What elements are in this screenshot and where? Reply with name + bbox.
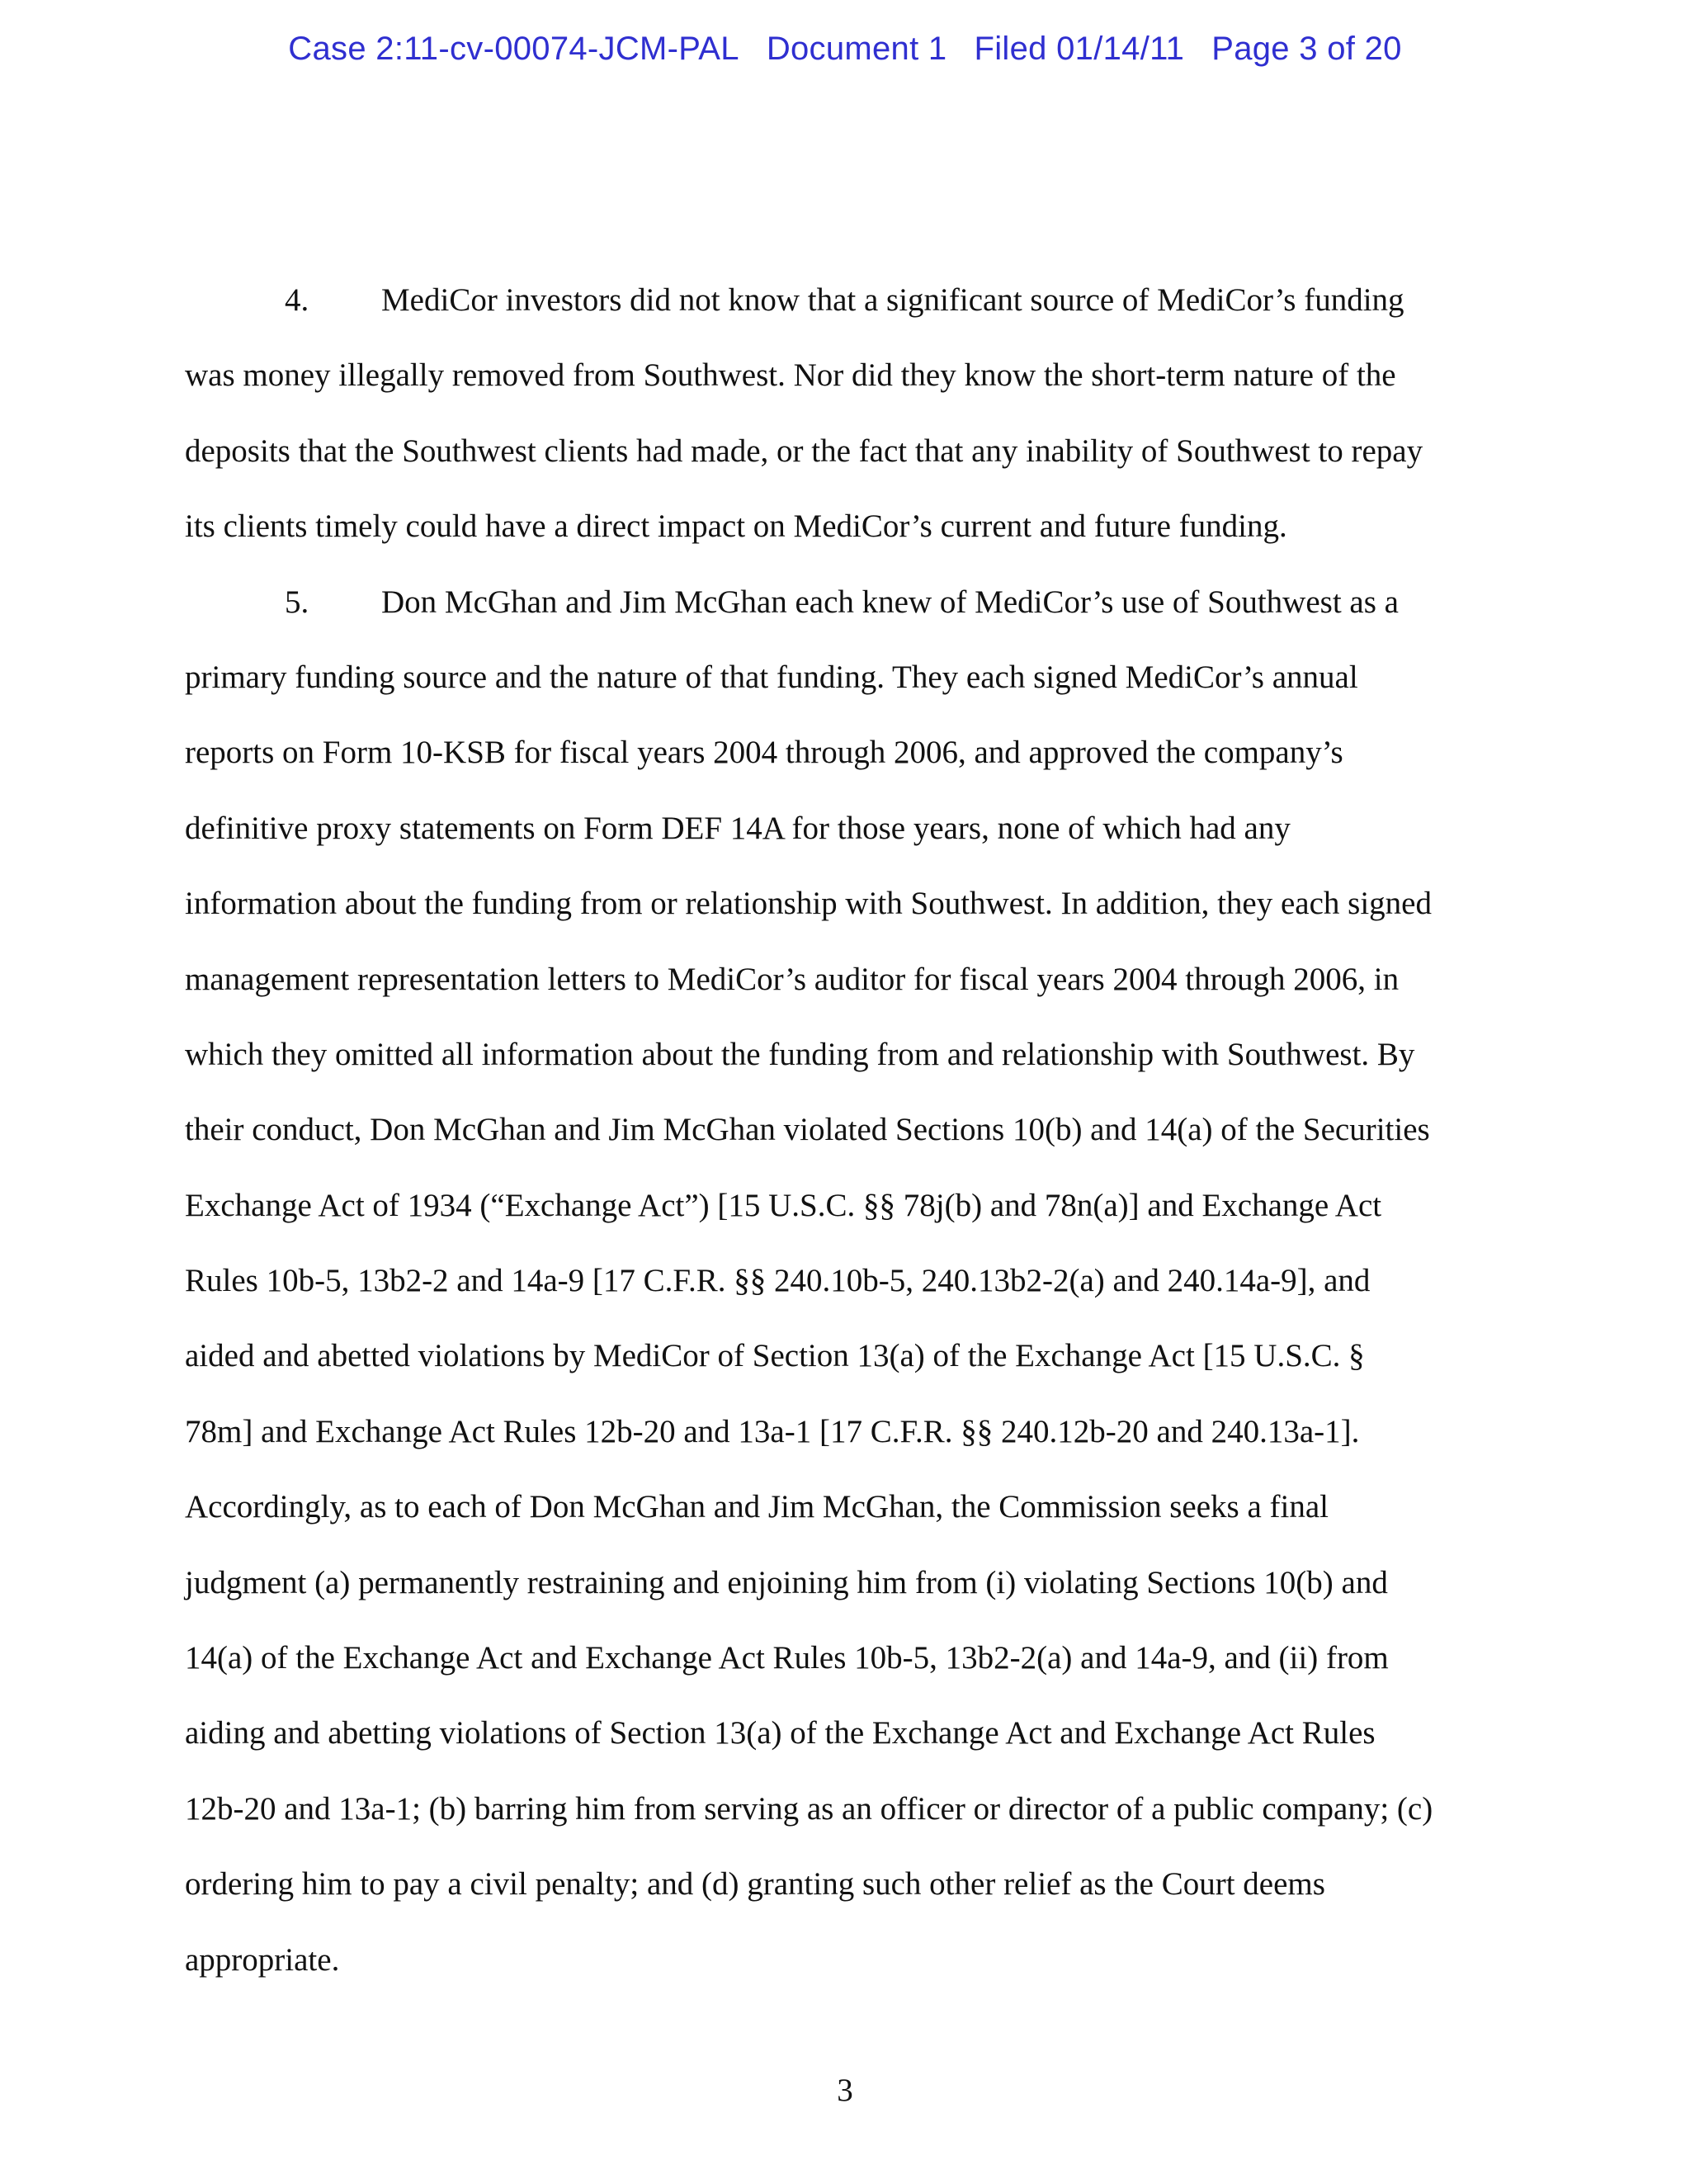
document-number: Document 1 (766, 31, 947, 67)
text-line: aided and abetted violations by MediCor of Section 13(a) of the Exchange Act [15 U.S.C. § (185, 1338, 1365, 1374)
paragraph-first-line (185, 262, 1489, 338)
text-line: primary funding source and the nature of that funding. They each signed MediCor’s annual (185, 659, 1358, 695)
text-line: ordering him to pay a civil penalty; and (d) granting such other relief as the Court deems (185, 1866, 1325, 1903)
paragraph-4 (185, 262, 1489, 565)
text-line: judgment (a) permanently restraining and enjoining him from (i) violating Sections 10(b) and (185, 1564, 1388, 1600)
court-filing-header (0, 31, 1690, 68)
text-line: Rules 10b-5, 13b2-2 and 14a-9 [17 C.F.R. §§ 240.10b-5, 240.13b2-2(a) and 240.14a-9], and (185, 1263, 1371, 1299)
document-body (185, 262, 1489, 1997)
text-line: Exchange Act of 1934 (“Exchange Act”) [15 U.S.C. §§ 78j(b) and 78n(a)] and Exchange Act (185, 1187, 1382, 1223)
text-line: their conduct, Don McGhan and Jim McGhan violated Sections 10(b) and 14(a) of the Securities (185, 1112, 1430, 1148)
text-line: was money illegally removed from Southwest. Nor did they know the short-term nature of the (185, 357, 1396, 394)
page-number: 3 (837, 2073, 853, 2108)
paragraph-first-line (185, 565, 1489, 640)
text-line: Accordingly, as to each of Don McGhan and Jim McGhan, the Commission seeks a final (185, 1489, 1329, 1525)
paragraph-number: 5. (285, 584, 309, 620)
paragraph-5 (185, 565, 1489, 1997)
text-line: deposits that the Southwest clients had made, or the fact that any inability of Southwest to repay (185, 433, 1423, 469)
text-line: management representation letters to MediCor’s auditor for fiscal years 2004 through 2006, in (185, 961, 1400, 997)
text-line: appropriate. (185, 1941, 340, 1978)
text-line: information about the funding from or relationship with Southwest. In addition, they each signed (185, 886, 1432, 922)
text-line: 78m] and Exchange Act Rules 12b-20 and 13a-1 [17 C.F.R. §§ 240.12b-20 and 240.13a-1]. (185, 1413, 1360, 1449)
text-line: 12b-20 and 13a-1; (b) barring him from serving as an officer or director of a public company; (c) (185, 1790, 1433, 1827)
text-line: reports on Form 10-KSB for fiscal years 2004 through 2006, and approved the company’s (185, 735, 1343, 771)
paragraph-number: 4. (285, 282, 309, 318)
text-line: definitive proxy statements on Form DEF 14A for those years, none of which had any (185, 810, 1291, 846)
text-line: aiding and abetting violations of Section 13(a) of the Exchange Act and Exchange Act Rules (185, 1715, 1376, 1751)
filed-date: Filed 01/14/11 (974, 31, 1185, 67)
text-line: MediCor investors did not know that a significant source of MediCor’s funding (381, 282, 1404, 318)
text-line: its clients timely could have a direct impact on MediCor’s current and future funding. (185, 508, 1287, 545)
case-number: Case 2:11-cv-00074-JCM-PAL (288, 31, 739, 67)
page-of-total: Page 3 of 20 (1211, 31, 1402, 67)
text-line: which they omitted all information about the funding from and relationship with Southwest. By (185, 1036, 1415, 1072)
text-line: 14(a) of the Exchange Act and Exchange Act Rules 10b-5, 13b2-2(a) and 14a-9, and (ii) from (185, 1640, 1389, 1676)
text-line: Don McGhan and Jim McGhan each knew of MediCor’s use of Southwest as a (381, 584, 1399, 620)
